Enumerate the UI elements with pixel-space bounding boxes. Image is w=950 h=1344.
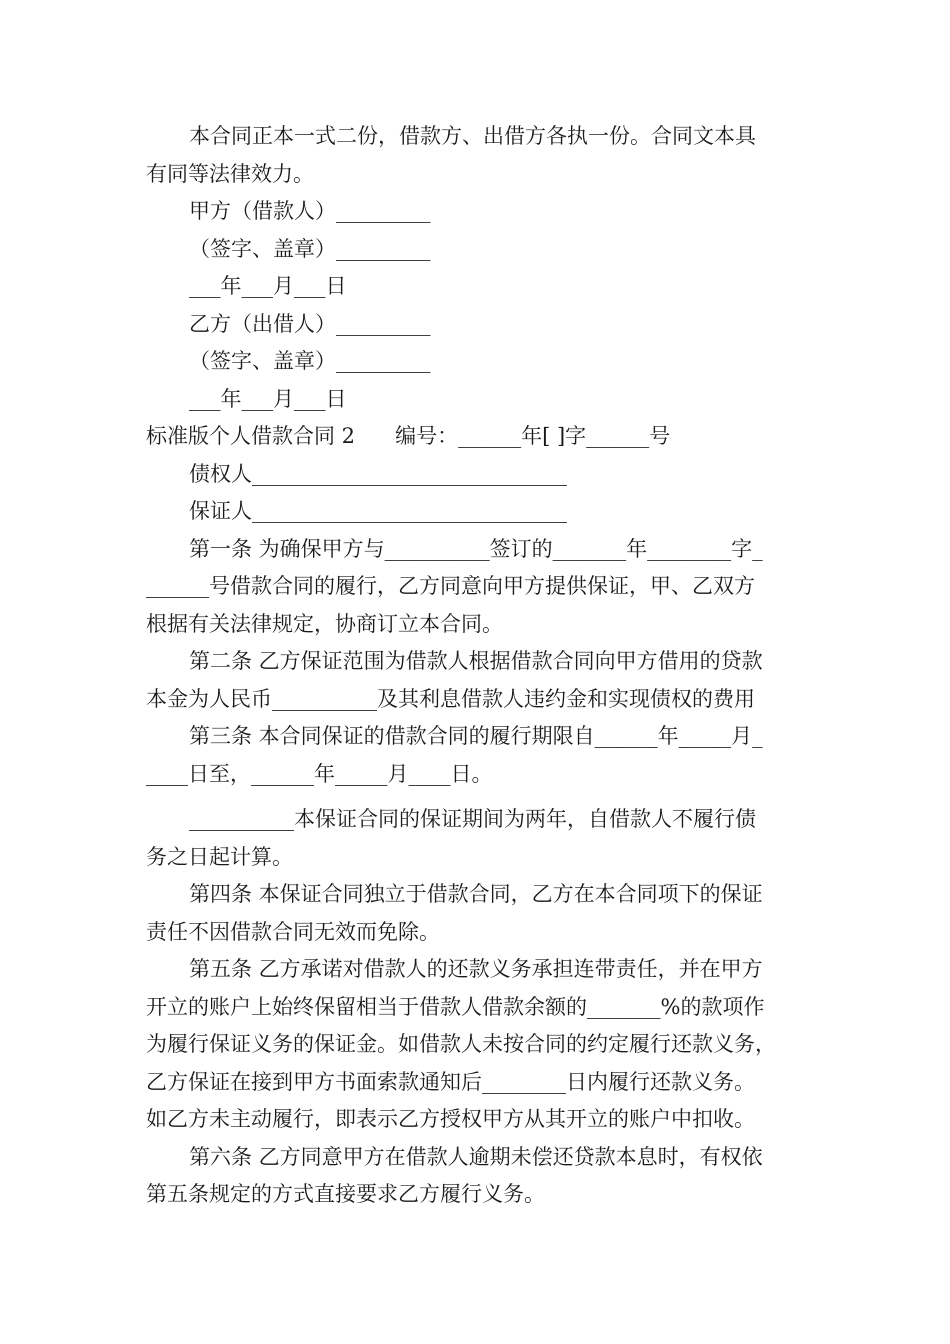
article-5-line: 开立的账户上始终保留相当于借款人借款余额的_______%的款项作 [146,994,765,1019]
party-b-signature-line: （签字、盖章）_________ [189,349,431,373]
paragraph-line: 本合同正本一式二份，借款方、出借方各执一份。合同文本具 [189,124,756,148]
guarantor-line: 保证人______________________________ [189,499,567,523]
article-1-line: 根据有关法律规定，协商订立本合同。 [146,611,503,636]
document-body [146,118,810,1214]
creditor-line: 债权人______________________________ [189,461,567,486]
article-3-line: 第三条 本合同保证的借款合同的履行期限自______年_____月_ [189,724,763,748]
party-a-date-line: ___年___月___日 [189,274,347,298]
party-a-signature-line: （签字、盖章）_________ [189,236,431,261]
guarantee-period-line: __________本保证合同的保证期间为两年，自借款人不履行债 [189,807,756,831]
paragraph-line: 有同等法律效力。 [146,161,314,186]
article-2-line: 第二条 乙方保证范围为借款人根据借款合同向甲方借用的贷款 [189,649,763,673]
paragraph-spacer [146,793,810,801]
article-5-line: 第五条 乙方承诺对借款人的还款义务承担连带责任，并在甲方 [189,957,763,981]
party-a-borrower-line: 甲方（借款人）_________ [189,199,431,223]
article-5-line: 如乙方未主动履行，即表示乙方授权甲方从其开立的账户中扣收。 [146,1107,755,1131]
article-3-line: ____日至，______年_____月____日。 [146,761,493,786]
article-6-line: 第五条规定的方式直接要求乙方履行义务。 [146,1182,545,1206]
article-4-line: 第四条 本保证合同独立于借款合同，乙方在本合同项下的保证 [189,882,763,906]
party-b-date-line: ___年___月___日 [189,386,347,411]
article-5-line: 乙方保证在接到甲方书面索款通知后________日内履行还款义务。 [146,1069,755,1094]
party-b-lender-line: 乙方（出借人）_________ [189,311,431,336]
article-1-line: 第一条 为确保甲方与__________签订的_______年________字_ [189,536,763,561]
article-2-line: 本金为人民币__________及其利息借款人违约金和实现债权的费用 [146,686,755,711]
contract-title-number-line: 标准版个人借款合同 2 编号：______年[ ]字______号 [146,424,671,448]
article-6-line: 第六条 乙方同意甲方在借款人逾期未偿还贷款本息时，有权依 [189,1144,763,1169]
article-1-line: ______号借款合同的履行，乙方同意向甲方提供保证，甲、乙双方 [146,574,755,598]
guarantee-period-line: 务之日起计算。 [146,844,293,869]
article-5-line: 为履行保证义务的保证金。如借款人未按合同的约定履行还款义务， [146,1032,776,1056]
article-4-line: 责任不因借款合同无效而免除。 [146,919,440,944]
